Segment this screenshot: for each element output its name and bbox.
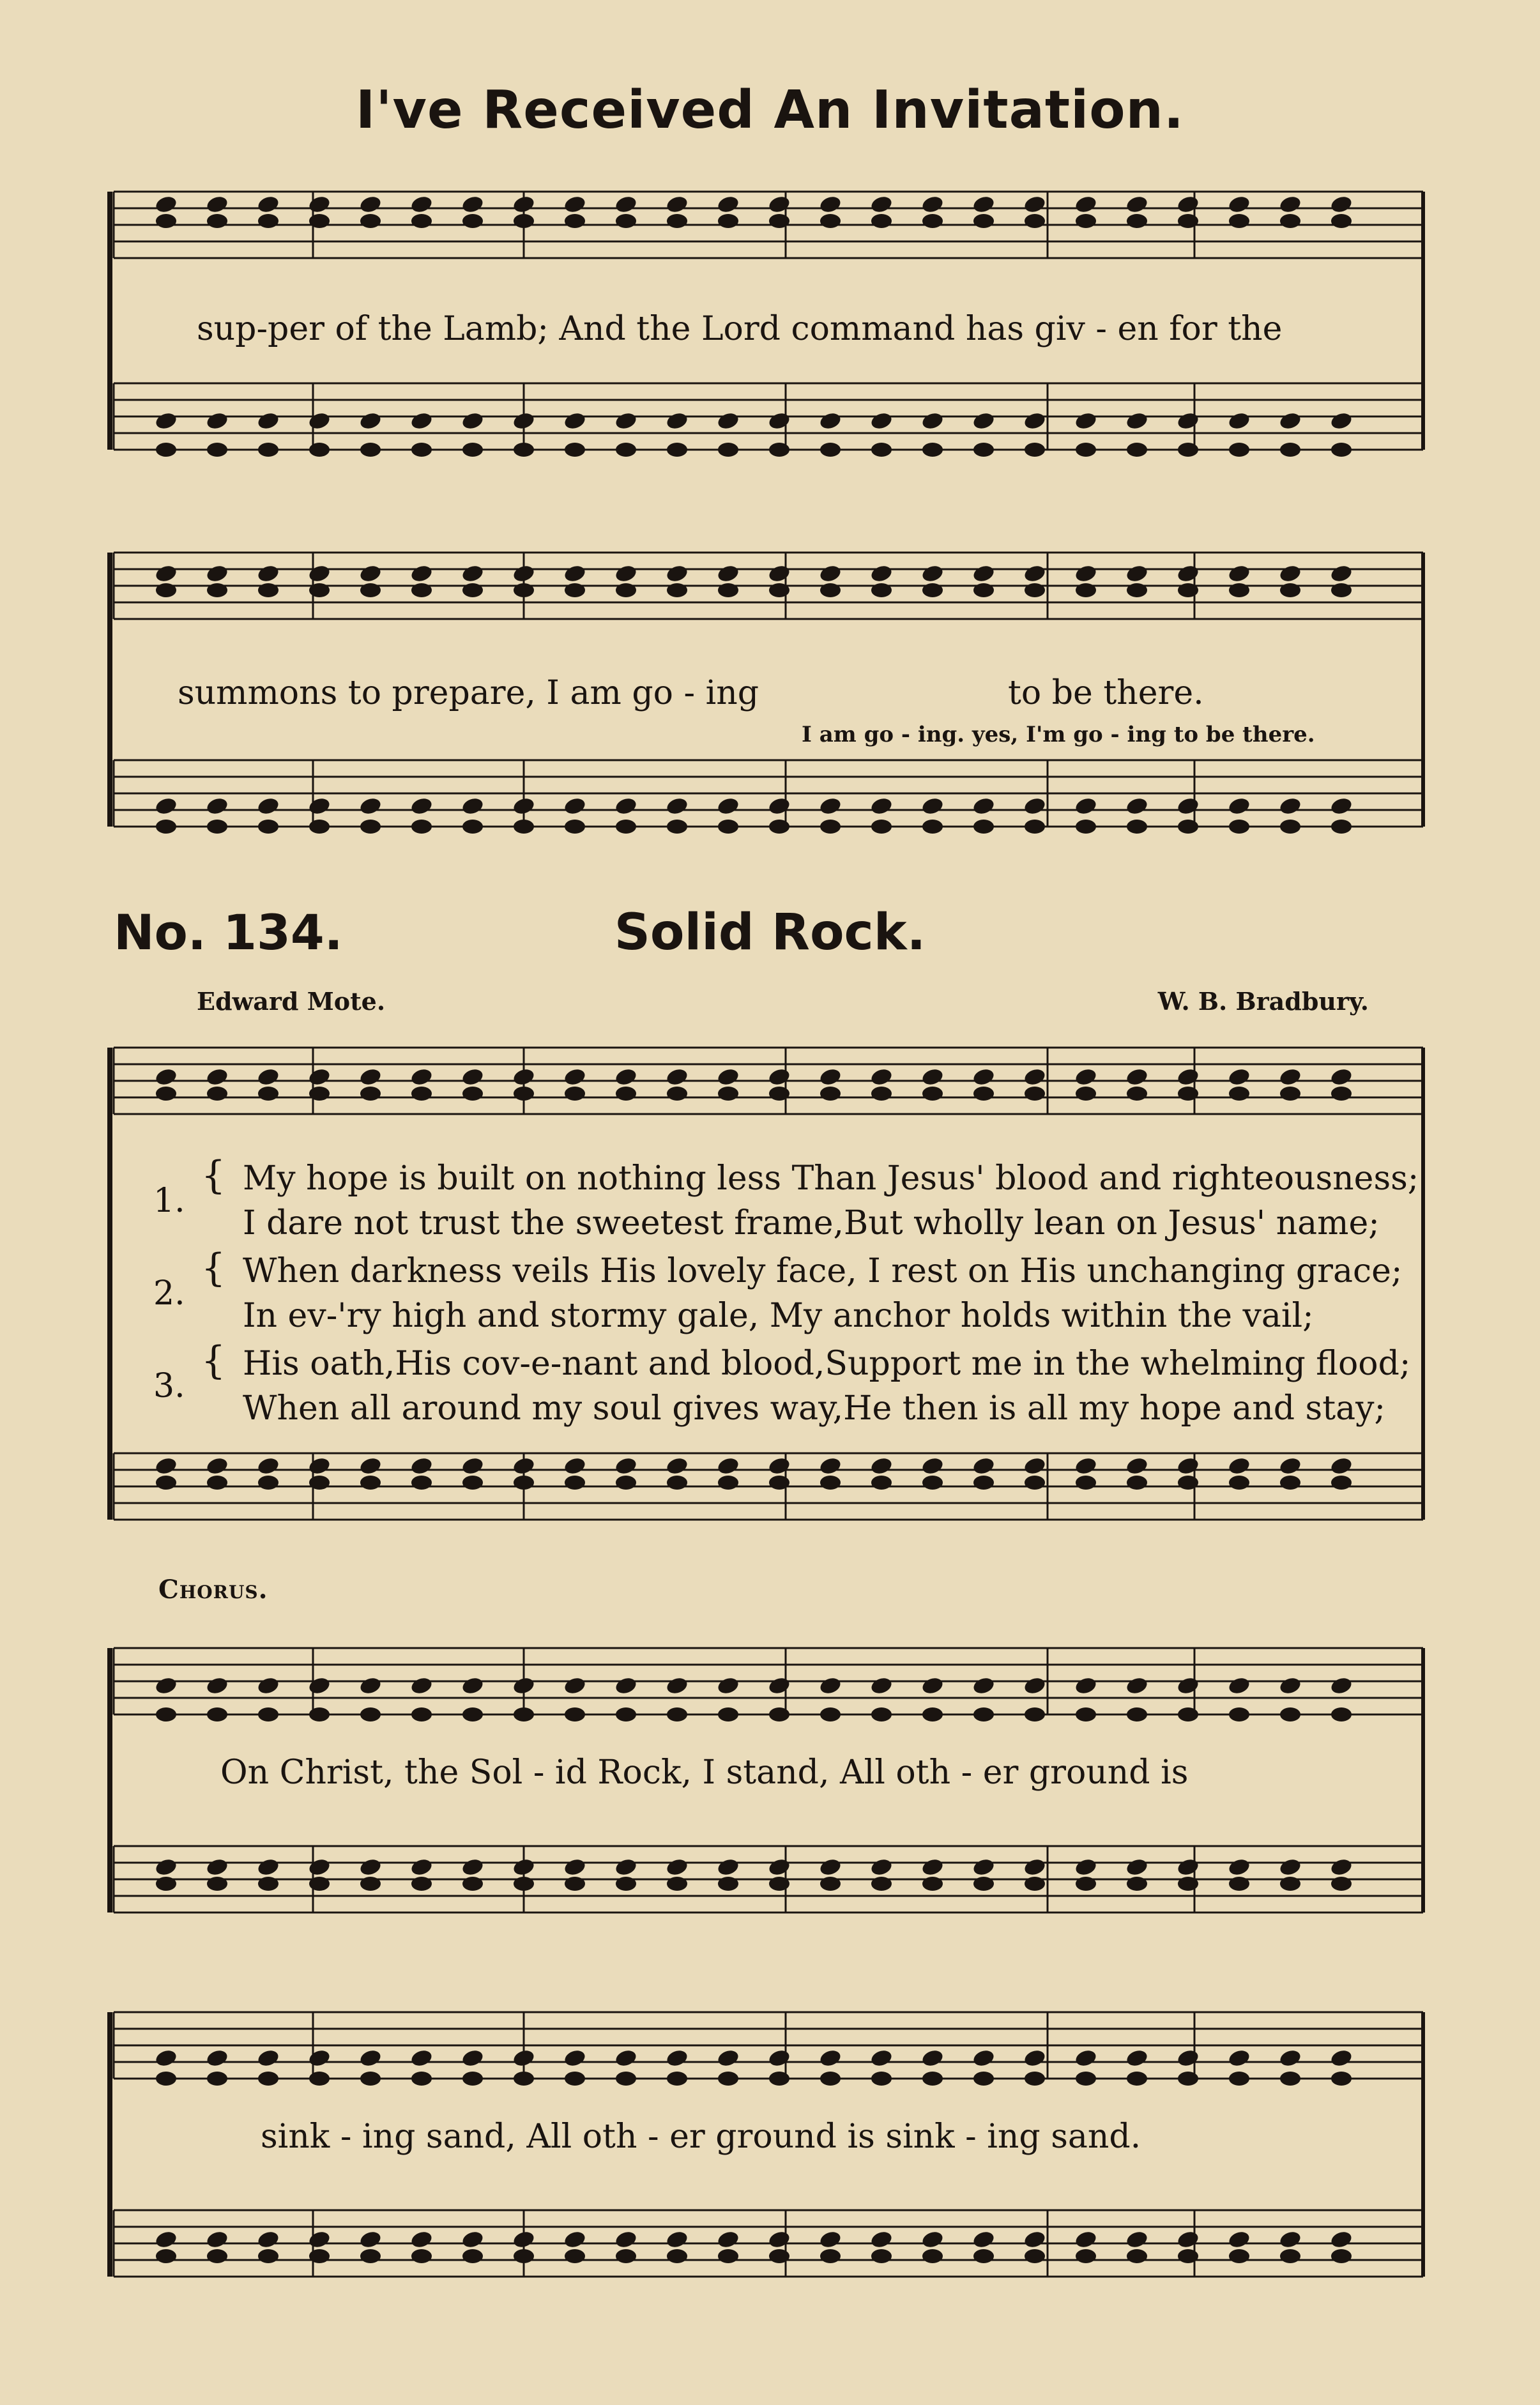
verse-brace: { xyxy=(201,1153,226,1198)
author-credit: Edward Mote. xyxy=(197,987,386,1016)
verse-brace: { xyxy=(201,1246,226,1290)
hymn-title-solid-rock: Solid Rock. xyxy=(614,904,926,961)
verse-1-line-1: My hope is built on nothing less Than Jesus' blood and righteousness; xyxy=(243,1159,1419,1198)
bass-lyrics: I am go - ing. yes, I'm go - ing to be there. xyxy=(802,722,1315,747)
hymn-title-invitation: I've Received An Invitation. xyxy=(355,80,1185,141)
hymn-number: No. 134. xyxy=(114,904,343,961)
verse-2-line-2: In ev-'ry high and stormy gale, My anchor holds within the vail; xyxy=(243,1297,1314,1335)
verse-brace: { xyxy=(201,1338,226,1383)
verse-number-2: 2. xyxy=(153,1274,185,1313)
chorus-lyrics-2: sink - ing sand, All oth - er ground is sink - ing sand. xyxy=(261,2118,1141,2156)
verse-1-line-2: I dare not trust the sweetest frame,But wholly lean on Jesus' name; xyxy=(243,1204,1380,1242)
chorus-label: Chorus. xyxy=(158,1575,268,1605)
composer-credit: W. B. Bradbury. xyxy=(1157,987,1369,1016)
lyrics-line-2-end: to be there. xyxy=(1008,674,1204,712)
lyrics-line-2: summons to prepare, I am go - ing xyxy=(178,674,759,712)
lyrics-line-1: sup-per of the Lamb; And the Lord command has giv - en for the xyxy=(197,310,1283,348)
verse-2-line-1: When darkness veils His lovely face, I rest on His unchanging grace; xyxy=(243,1252,1403,1290)
verse-3-line-2: When all around my soul gives way,He then is all my hope and stay; xyxy=(243,1389,1385,1428)
verse-3-line-1: His oath,His cov-e-nant and blood,Support me in the whelming flood; xyxy=(243,1345,1411,1383)
verse-number-1: 1. xyxy=(153,1182,185,1220)
verse-number-3: 3. xyxy=(153,1367,185,1405)
chorus-lyrics-1: On Christ, the Sol - id Rock, I stand, All oth - er ground is xyxy=(220,1753,1189,1792)
